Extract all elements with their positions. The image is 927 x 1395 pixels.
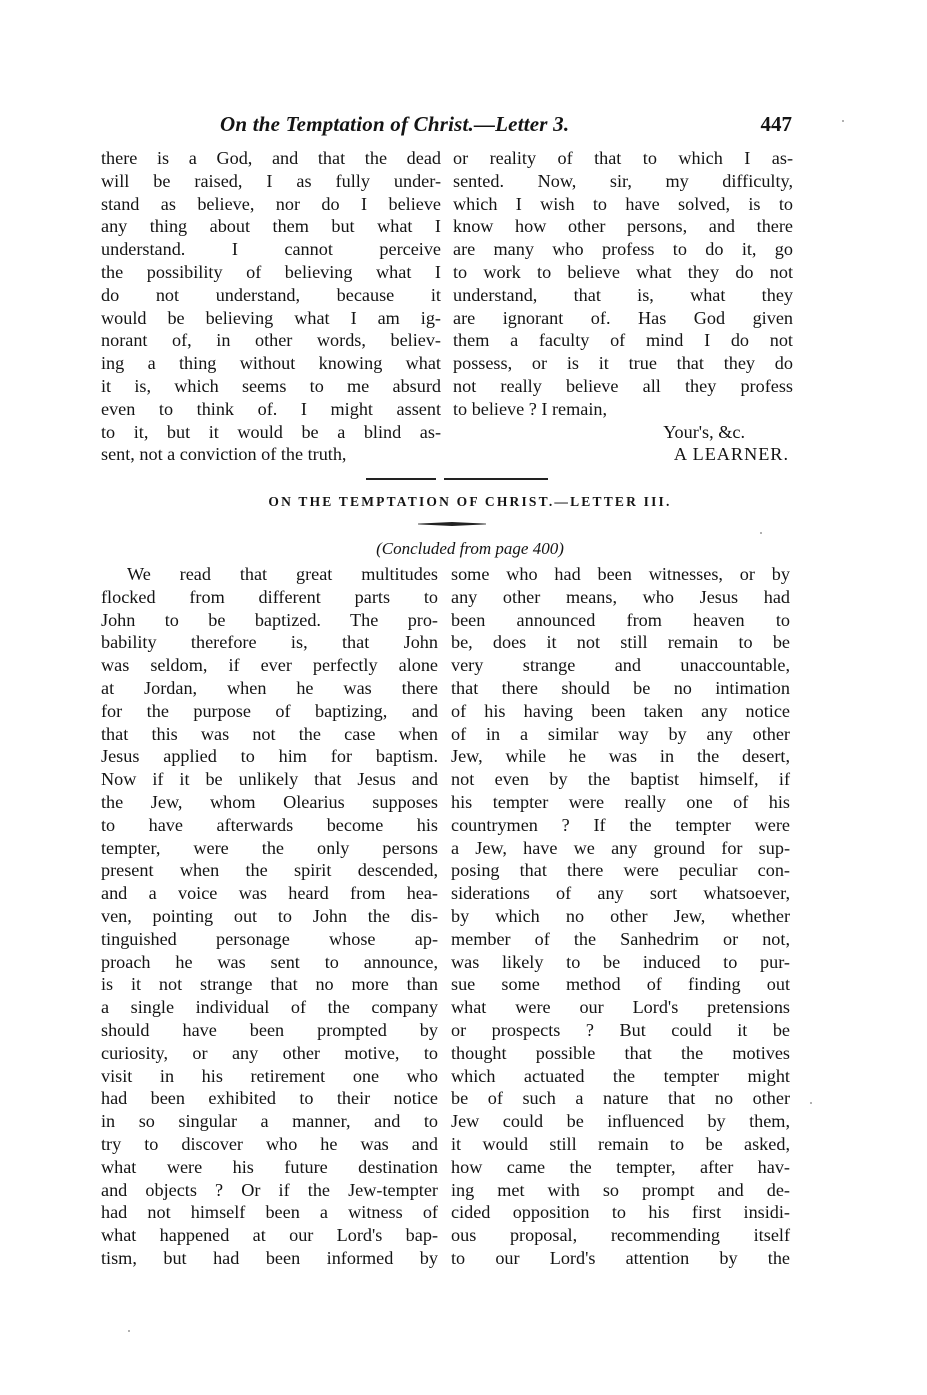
- text-line: would be believing what I am ig-: [101, 307, 441, 328]
- print-speck: [128, 1330, 130, 1332]
- text-line: that there should be no intimation: [451, 677, 790, 698]
- text-line: tinguished personage whose ap-: [101, 928, 438, 949]
- previous-letter-right-column: [453, 147, 793, 466]
- text-line: any thing about them but what I: [101, 216, 441, 237]
- text-line: try to discover who he was and: [101, 1133, 438, 1154]
- text-line: sent, not a conviction of the truth,: [101, 444, 347, 465]
- previous-letter-left-column: [101, 147, 441, 466]
- text-line: Jesus applied to him for baptism.: [101, 746, 438, 767]
- text-line: the possibility of believing what I: [101, 261, 441, 282]
- text-line: what were our Lord's pretensions: [451, 997, 790, 1018]
- text-line: was likely to be induced to pur-: [451, 951, 790, 972]
- text-line: by which no other Jew, whether: [451, 905, 790, 926]
- text-line: which actuated the tempter might: [451, 1065, 790, 1086]
- running-head: [100, 112, 795, 142]
- divider-segment: [444, 478, 548, 480]
- article-left-column: [101, 563, 438, 1270]
- text-line: We read that great multitudes: [127, 564, 438, 584]
- text-line: which I wish to have solved, is to: [453, 193, 793, 214]
- text-line: possess, or is it true that they do: [453, 353, 793, 374]
- divider-segment: [366, 478, 436, 480]
- text-line: sue some method of finding out: [451, 974, 790, 995]
- text-line: understand, that is, what they: [453, 284, 793, 305]
- text-line: cided opposition to his first insidi-: [451, 1202, 790, 1223]
- text-line: it is, which seems to me absurd: [101, 375, 441, 396]
- running-title: On the Temptation of Christ.—Letter 3.: [220, 112, 570, 136]
- text-line: a single individual of the company: [101, 997, 438, 1018]
- text-line: are many who profess to do it, go: [453, 239, 793, 260]
- text-line: ing a thing without knowing what: [101, 353, 441, 374]
- text-line: what happened at our Lord's bap-: [101, 1225, 438, 1246]
- letter-closing: Your's, &c.: [663, 421, 745, 442]
- text-line: John to be baptized. The pro-: [101, 609, 438, 630]
- print-speck: [810, 1102, 812, 1104]
- text-line: be, does it not still remain to be: [451, 632, 790, 653]
- text-line: should have been prompted by: [101, 1019, 438, 1040]
- print-speck: [842, 120, 844, 122]
- title-ornament-rule: [418, 522, 486, 526]
- text-line: to our Lord's attention by the: [451, 1247, 790, 1268]
- text-line: to have afterwards become his: [101, 814, 438, 835]
- text-line: ous proposal, recommending itself: [451, 1225, 790, 1246]
- text-line: countrymen ? If the tempter were: [451, 814, 790, 835]
- text-line: norant of, in other words, believ-: [101, 330, 441, 351]
- text-line: a Jew, have we any ground for sup-: [451, 837, 790, 858]
- text-line: to it, but it would be a blind as-: [101, 421, 441, 442]
- text-line: or reality of that to which I as-: [453, 148, 793, 168]
- text-line: been announced from heaven to: [451, 609, 790, 630]
- continuation-note: (Concluded from page 400): [376, 539, 564, 558]
- text-line: ven, pointing out to John the dis-: [101, 905, 438, 926]
- text-line: is it not strange that no more than: [101, 974, 438, 995]
- text-line: or prospects ? But could it be: [451, 1019, 790, 1040]
- text-line: know how other persons, and there: [453, 216, 793, 237]
- text-line: there is a God, and that the dead: [101, 148, 441, 168]
- text-line: Jew could be influenced by them,: [451, 1111, 790, 1132]
- text-line: are ignorant of. Has God given: [453, 307, 793, 328]
- text-line: posing that there were peculiar con-: [451, 860, 790, 881]
- text-line: and a voice was heard from hea-: [101, 883, 438, 904]
- text-line: bability therefore is, that John: [101, 632, 438, 653]
- text-line: and objects ? Or if the Jew-tempter: [101, 1179, 438, 1200]
- print-speck: [760, 532, 762, 534]
- text-line: tism, but had been informed by: [101, 1247, 438, 1268]
- text-line: the Jew, whom Olearius supposes: [101, 791, 438, 812]
- text-line: be of such a nature that no other: [451, 1088, 790, 1109]
- text-line: of in a similar way by any other: [451, 723, 790, 744]
- text-line: had been exhibited to their notice: [101, 1088, 438, 1109]
- text-line: present when the spirit descended,: [101, 860, 438, 881]
- text-line: what were his future destination: [101, 1156, 438, 1177]
- text-line: visit in his retirement one who: [101, 1065, 438, 1086]
- text-line: not even by the baptist himself, if: [451, 769, 790, 790]
- page-number: 447: [760, 112, 792, 136]
- text-line: flocked from different parts to: [101, 586, 438, 607]
- text-line: stand as believe, nor do I believe: [101, 193, 441, 214]
- text-line: curiosity, or any other motive, to: [101, 1042, 438, 1063]
- text-line: of his having been taken any notice: [451, 700, 790, 721]
- text-line: siderations of any sort whatsoever,: [451, 883, 790, 904]
- text-line: his tempter were really one of his: [451, 791, 790, 812]
- text-line: do not understand, because it: [101, 284, 441, 305]
- text-line: any other means, who Jesus had: [451, 586, 790, 607]
- letter-signature: A LEARNER.: [673, 444, 789, 465]
- text-line: it would still remain to be asked,: [451, 1133, 790, 1154]
- text-line: at Jordan, when he was there: [101, 677, 438, 698]
- text-line: very strange and unaccountable,: [451, 655, 790, 676]
- article-right-column: [451, 563, 790, 1270]
- text-line: thought possible that the motives: [451, 1042, 790, 1063]
- text-line: sented. Now, sir, my difficulty,: [453, 170, 793, 191]
- article-title: ON THE TEMPTATION OF CHRIST.—LETTER III.: [268, 494, 672, 509]
- text-line: not really believe all they profess: [453, 375, 793, 396]
- text-line: ing met with so prompt and de-: [451, 1179, 790, 1200]
- text-line: some who had been witnesses, or by: [451, 564, 790, 584]
- text-line: in so singular a manner, and to: [101, 1111, 438, 1132]
- text-line: even to think of. I might assent: [101, 398, 441, 419]
- text-line: member of the Sanhedrim or not,: [451, 928, 790, 949]
- text-line: to work to believe what they do not: [453, 261, 793, 282]
- text-line: to believe ? I remain,: [453, 398, 608, 419]
- text-line: proach he was sent to announce,: [101, 951, 438, 972]
- text-line: that this was not the case when: [101, 723, 438, 744]
- text-line: Jew, while he was in the desert,: [451, 746, 790, 767]
- text-line: Now if it be unlikely that Jesus and: [101, 769, 438, 790]
- text-line: had not himself been a witness of: [101, 1202, 438, 1223]
- text-line: understand. I cannot perceive: [101, 239, 441, 260]
- text-line: for the purpose of baptizing, and: [101, 700, 438, 721]
- text-line: how came the tempter, after hav-: [451, 1156, 790, 1177]
- text-line: tempter, were the only persons: [101, 837, 438, 858]
- text-line: them a faculty of mind I do not: [453, 330, 793, 351]
- text-line: was seldom, if ever perfectly alone: [101, 655, 438, 676]
- text-line: will be raised, I as fully under-: [101, 170, 441, 191]
